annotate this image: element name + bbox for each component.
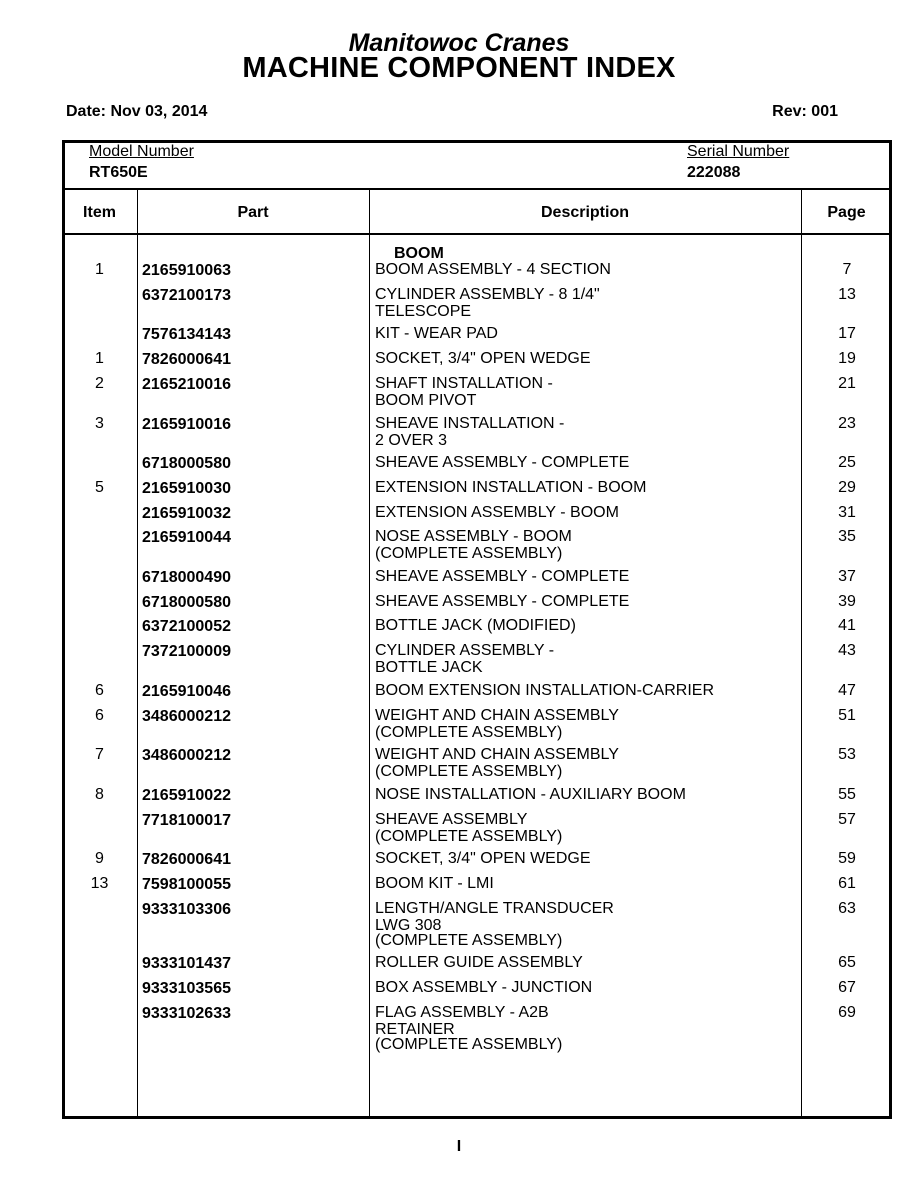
row-description-line: SHEAVE ASSEMBLY - COMPLETE bbox=[375, 592, 630, 610]
row-description-line: SHEAVE ASSEMBLY - COMPLETE bbox=[375, 568, 630, 585]
row-description bbox=[375, 875, 795, 893]
row-description-line: (COMPLETE ASSEMBLY) bbox=[375, 545, 563, 563]
row-description bbox=[375, 286, 795, 319]
row-page-number: 65 bbox=[838, 954, 856, 972]
row-description bbox=[375, 261, 795, 279]
brand-title: Manitowoc Cranes bbox=[348, 29, 570, 57]
column-header-part: Part bbox=[237, 204, 269, 221]
row-description bbox=[375, 593, 795, 611]
row-part-number: 2165910032 bbox=[142, 504, 231, 522]
row-item-number: 7 bbox=[95, 746, 104, 764]
info-divider bbox=[62, 188, 892, 190]
row-description bbox=[375, 415, 795, 448]
row-page-number: 25 bbox=[838, 454, 856, 472]
row-page-number: 19 bbox=[838, 350, 856, 368]
row-description bbox=[375, 454, 795, 472]
row-item-number: 1 bbox=[95, 350, 104, 368]
row-item-number: 8 bbox=[95, 785, 104, 803]
row-part-number: 7826000641 bbox=[142, 351, 231, 369]
row-item-number: 13 bbox=[90, 875, 109, 892]
row-item-number: 3 bbox=[95, 414, 104, 432]
row-description-line: RETAINER bbox=[375, 1020, 455, 1038]
row-description-line: (COMPLETE ASSEMBLY) bbox=[375, 931, 563, 949]
row-page-number: 47 bbox=[838, 681, 856, 699]
row-part-number: 2165910030 bbox=[142, 479, 231, 497]
row-description bbox=[375, 568, 795, 586]
row-description bbox=[375, 811, 795, 844]
header-divider bbox=[62, 233, 892, 235]
row-page-number: 61 bbox=[838, 875, 856, 892]
row-page-number: 53 bbox=[838, 746, 856, 764]
row-description bbox=[375, 375, 795, 408]
row-description-line: LWG 308 bbox=[375, 916, 442, 934]
row-description-line: ROLLER GUIDE ASSEMBLY bbox=[375, 954, 583, 972]
row-page-number: 29 bbox=[838, 478, 856, 496]
row-page-number: 23 bbox=[838, 414, 856, 432]
row-description bbox=[375, 786, 795, 804]
document-revision: Rev: 001 bbox=[772, 103, 838, 120]
row-item-number: 6 bbox=[95, 706, 104, 724]
row-part-number: 7826000641 bbox=[142, 851, 231, 869]
row-description bbox=[375, 954, 795, 972]
row-description-line: BOOM PIVOT bbox=[375, 391, 477, 409]
row-description-line: BOOM EXTENSION INSTALLATION-CARRIER bbox=[375, 681, 715, 699]
row-description bbox=[375, 900, 795, 948]
row-part-number: 6372100052 bbox=[142, 618, 231, 636]
row-description bbox=[375, 642, 795, 675]
row-part-number: 9333103306 bbox=[142, 900, 231, 918]
row-description-line: SHEAVE ASSEMBLY bbox=[375, 810, 528, 828]
row-page-number: 55 bbox=[838, 785, 856, 803]
row-part-number: 2165910044 bbox=[142, 529, 231, 547]
row-description-line: KIT - WEAR PAD bbox=[375, 325, 498, 343]
row-part-number: 2165910016 bbox=[142, 415, 231, 433]
row-page-number: 41 bbox=[838, 617, 856, 635]
row-description bbox=[375, 479, 795, 497]
row-description bbox=[375, 850, 795, 868]
row-description-line: (COMPLETE ASSEMBLY) bbox=[375, 827, 563, 845]
row-description bbox=[375, 504, 795, 522]
row-description bbox=[375, 528, 795, 561]
column-header-item: Item bbox=[83, 204, 116, 221]
row-page-number: 31 bbox=[838, 503, 856, 521]
row-part-number: 6718000490 bbox=[142, 569, 231, 586]
row-page-number: 69 bbox=[838, 1003, 856, 1021]
row-item-number: 2 bbox=[95, 374, 104, 392]
row-page-number: 21 bbox=[838, 374, 856, 392]
row-part-number: 3486000212 bbox=[142, 747, 231, 765]
row-description-line: BOTTLE JACK (MODIFIED) bbox=[375, 617, 576, 635]
row-item-number: 6 bbox=[95, 681, 104, 699]
row-description-line: SOCKET, 3/4" OPEN WEDGE bbox=[375, 350, 591, 368]
model-number-value: RT650E bbox=[89, 164, 148, 181]
row-description-line: (COMPLETE ASSEMBLY) bbox=[375, 723, 563, 741]
row-part-number: 7718100017 bbox=[142, 811, 231, 829]
row-description-line: EXTENSION ASSEMBLY - BOOM bbox=[375, 503, 619, 521]
row-part-number: 7372100009 bbox=[142, 643, 231, 661]
row-page-number: 13 bbox=[838, 285, 856, 303]
row-description-line: (COMPLETE ASSEMBLY) bbox=[375, 763, 563, 781]
row-description-line: FLAG ASSEMBLY - A2B bbox=[375, 1003, 549, 1021]
row-description-line: SHEAVE INSTALLATION - bbox=[375, 414, 565, 432]
column-divider-part bbox=[369, 189, 370, 1118]
row-page-number: 37 bbox=[838, 568, 856, 585]
page-marker: I bbox=[456, 1138, 462, 1155]
row-description-line: CYLINDER ASSEMBLY - 8 1/4" bbox=[375, 285, 600, 303]
row-part-number: 2165910046 bbox=[142, 682, 231, 700]
row-part-number: 2165210016 bbox=[142, 375, 231, 393]
row-description bbox=[375, 682, 795, 700]
column-header-description: Description bbox=[540, 204, 629, 221]
row-part-number: 9333103565 bbox=[142, 980, 231, 998]
row-page-number: 57 bbox=[838, 810, 856, 828]
row-description-line: LENGTH/ANGLE TRANSDUCER bbox=[375, 899, 614, 917]
row-part-number: 7576134143 bbox=[142, 326, 231, 344]
row-description bbox=[375, 746, 795, 779]
row-description bbox=[375, 617, 795, 635]
row-description bbox=[375, 1004, 795, 1052]
row-description-line: WEIGHT AND CHAIN ASSEMBLY bbox=[375, 706, 619, 724]
row-description-line: WEIGHT AND CHAIN ASSEMBLY bbox=[375, 746, 619, 764]
document-date: Date: Nov 03, 2014 bbox=[66, 103, 208, 120]
row-description-line: TELESCOPE bbox=[375, 302, 472, 320]
row-description bbox=[375, 325, 795, 343]
row-description-line: BOOM ASSEMBLY - 4 SECTION bbox=[375, 261, 611, 278]
row-part-number: 2165910063 bbox=[142, 262, 231, 279]
row-part-number: 9333102633 bbox=[142, 1004, 231, 1022]
row-page-number: 39 bbox=[838, 592, 856, 610]
row-description-line: CYLINDER ASSEMBLY - bbox=[375, 642, 555, 660]
row-description bbox=[375, 979, 795, 997]
row-part-number: 2165910022 bbox=[142, 786, 231, 804]
section-heading: BOOM bbox=[394, 245, 444, 262]
column-header-page: Page bbox=[827, 204, 866, 221]
row-description-line: SHEAVE ASSEMBLY - COMPLETE bbox=[375, 454, 630, 472]
row-description-line: SOCKET, 3/4" OPEN WEDGE bbox=[375, 850, 591, 868]
row-page-number: 43 bbox=[838, 642, 856, 660]
row-item-number: 1 bbox=[95, 261, 104, 278]
row-description bbox=[375, 350, 795, 368]
document-title: MACHINE COMPONENT INDEX bbox=[242, 52, 676, 84]
row-description-line: EXTENSION INSTALLATION - BOOM bbox=[375, 478, 647, 496]
row-page-number: 17 bbox=[838, 325, 856, 343]
row-description-line: (COMPLETE ASSEMBLY) bbox=[375, 1035, 563, 1053]
row-part-number: 6718000580 bbox=[142, 455, 231, 473]
row-page-number: 67 bbox=[838, 979, 856, 997]
row-description bbox=[375, 707, 795, 740]
row-part-number: 6718000580 bbox=[142, 593, 231, 611]
row-page-number: 63 bbox=[838, 899, 856, 917]
row-page-number: 51 bbox=[838, 706, 856, 724]
row-part-number: 9333101437 bbox=[142, 955, 231, 973]
row-description-line: BOOM KIT - LMI bbox=[375, 875, 494, 892]
row-description-line: BOX ASSEMBLY - JUNCTION bbox=[375, 979, 593, 997]
row-description-line: SHAFT INSTALLATION - bbox=[375, 374, 553, 392]
row-description-line: NOSE INSTALLATION - AUXILIARY BOOM bbox=[375, 785, 686, 803]
row-description-line: BOTTLE JACK bbox=[375, 659, 483, 677]
row-description-line: NOSE ASSEMBLY - BOOM bbox=[375, 528, 572, 546]
row-page-number: 59 bbox=[838, 850, 856, 868]
row-part-number: 3486000212 bbox=[142, 707, 231, 725]
row-page-number: 35 bbox=[838, 528, 856, 546]
row-description-line: 2 OVER 3 bbox=[375, 431, 448, 449]
row-item-number: 9 bbox=[95, 850, 104, 868]
serial-number-label: Serial Number bbox=[687, 143, 790, 160]
column-divider-item bbox=[137, 189, 138, 1118]
row-item-number: 5 bbox=[95, 478, 104, 496]
serial-number-value: 222088 bbox=[687, 164, 741, 181]
row-part-number: 6372100173 bbox=[142, 286, 231, 304]
row-page-number: 7 bbox=[842, 261, 852, 278]
model-number-label: Model Number bbox=[89, 143, 194, 160]
row-part-number: 7598100055 bbox=[142, 876, 231, 893]
